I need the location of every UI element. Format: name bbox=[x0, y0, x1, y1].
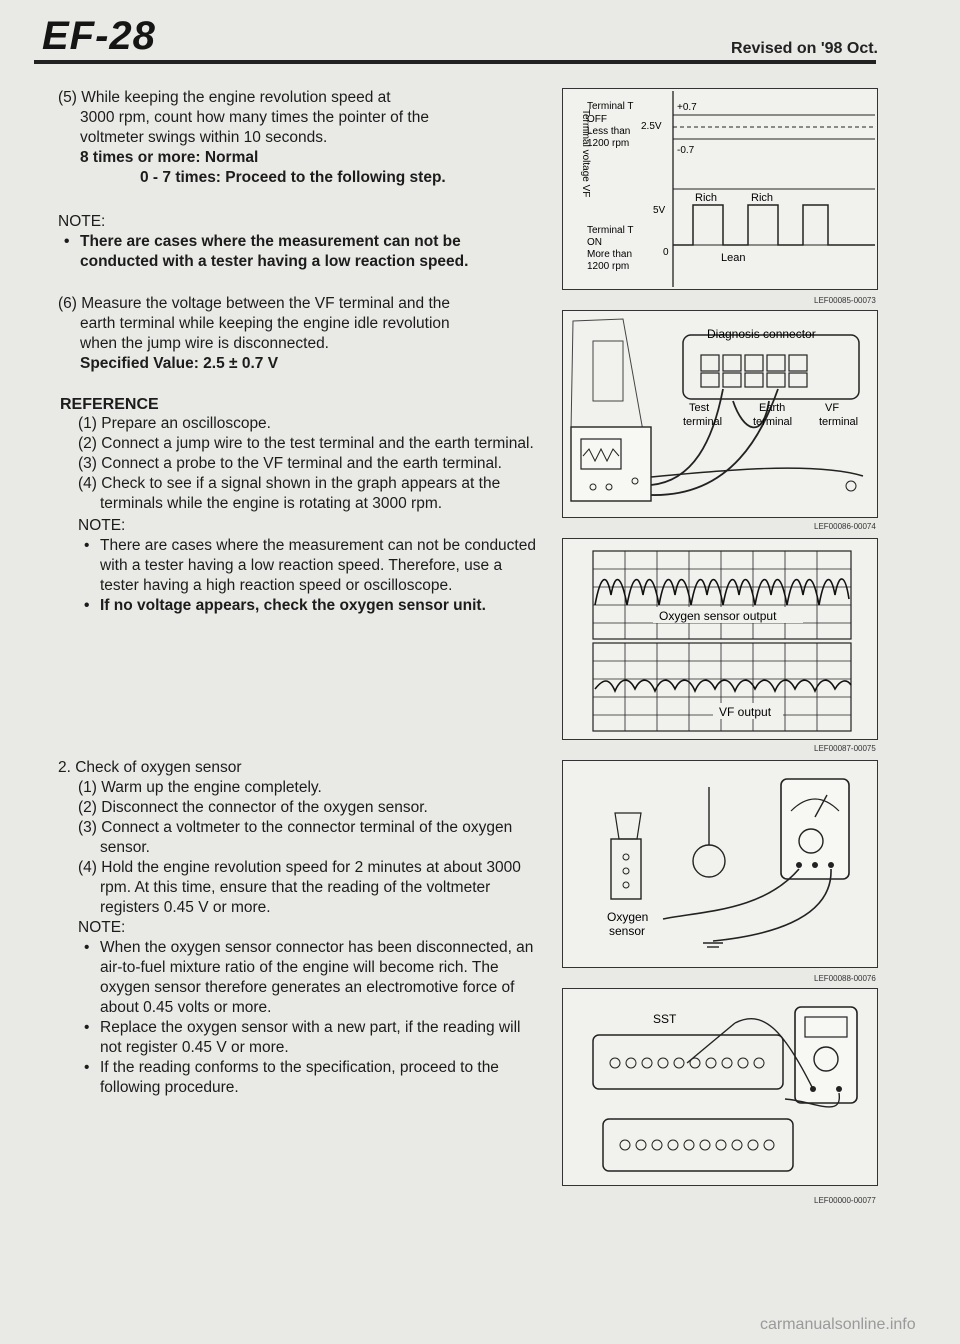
rich-label-2: Rich bbox=[751, 192, 774, 204]
connector-cell bbox=[701, 373, 719, 387]
off-label-1: Terminal T bbox=[587, 101, 634, 112]
oscilloscope-body bbox=[571, 427, 651, 501]
vf-voltage-graph bbox=[563, 89, 877, 289]
note-1-block bbox=[58, 212, 538, 272]
probe-lead-1 bbox=[651, 389, 723, 485]
test-terminal-label-1: Test bbox=[689, 402, 710, 414]
voltage-top-label: 5V bbox=[653, 205, 666, 216]
check-2-note-label: NOTE: bbox=[78, 919, 126, 936]
check-2-steps bbox=[58, 778, 538, 1098]
vf-output-label: VF output bbox=[719, 705, 772, 719]
check-2-step-4: (4) Hold the engine revolution speed for 2 minutes at about 3000 rpm. At this time, ensure that the reading of the voltmeter registers 0.45 V or more. bbox=[78, 859, 521, 916]
connector-cell bbox=[745, 355, 763, 371]
check-2-block bbox=[58, 758, 538, 1098]
reference-note-bullet-1-text: There are cases where the measurement can not be conducted with a tester having a low reaction speed. Therefore, use a tester having a high reaction speed or oscilloscope. bbox=[100, 537, 536, 594]
connector-cell bbox=[767, 355, 785, 371]
sst-label: SST bbox=[653, 1012, 677, 1026]
figure-1-caption: LEF00085-00073 bbox=[814, 296, 876, 305]
oxygen-sensor-label-2: sensor bbox=[609, 924, 646, 938]
step-6-block bbox=[58, 294, 538, 374]
sensor-connector bbox=[693, 845, 725, 877]
lean-label: Lean bbox=[721, 252, 746, 264]
voltage-zero-label: 0 bbox=[663, 247, 669, 258]
y-axis-label: Terminal voltage VF bbox=[580, 109, 591, 198]
diagnosis-connector-label: Diagnosis connector bbox=[707, 327, 816, 341]
off-label-2: OFF bbox=[587, 114, 607, 125]
oxygen-grid-frame bbox=[593, 551, 851, 639]
voltage-minus-label: -0.7 bbox=[677, 145, 695, 156]
vf-output-trace bbox=[595, 680, 851, 691]
step-5-line-1: (5) While keeping the engine revolution speed at bbox=[58, 89, 391, 106]
reference-note-bullet-1: • There are cases where the measurement can not be conducted with a tester having a low reaction speed. Therefore, use a tester having a high reaction speed or oscilloscope. bbox=[84, 537, 536, 594]
waveform-graphs bbox=[563, 539, 877, 739]
connector-cell bbox=[723, 373, 741, 387]
site-watermark: carmanualsonline.info bbox=[760, 1316, 916, 1333]
reference-note-bullet-2: • If no voltage appears, check the oxygen sensor unit. bbox=[84, 597, 486, 614]
on-label-4: 1200 rpm bbox=[587, 261, 630, 272]
tester-jack bbox=[836, 1086, 842, 1092]
step-5-line-3: voltmeter swings within 10 seconds. bbox=[80, 129, 328, 146]
on-label-2: ON bbox=[587, 237, 602, 248]
off-label-3: Less than bbox=[587, 126, 631, 137]
connection-drawing bbox=[563, 311, 877, 517]
reference-step-3: (3) Connect a probe to the VF terminal and the earth terminal. bbox=[78, 455, 502, 472]
note-1-label: NOTE: bbox=[58, 213, 106, 230]
voltage-mid-label: 2.5V bbox=[641, 121, 662, 132]
step-6-line-3: when the jump wire is disconnected. bbox=[80, 335, 329, 352]
check-2-step-2: (2) Disconnect the connector of the oxygen sensor. bbox=[78, 799, 428, 816]
check-2-note-bullet-3-text: If the reading conforms to the specification, proceed to the following procedure. bbox=[100, 1059, 499, 1096]
reference-step-4: (4) Check to see if a signal shown in the graph appears at the terminals while the engine is rotating at 3000 rpm. bbox=[78, 475, 501, 512]
rich-label-1: Rich bbox=[695, 192, 718, 204]
reference-step-1: (1) Prepare an oscilloscope. bbox=[78, 415, 271, 432]
connector-cell bbox=[745, 373, 763, 387]
wire-clip bbox=[846, 481, 856, 491]
check-2-note-bullet-2: • Replace the oxygen sensor with a new part, if the reading will not register 0.45 V or more. bbox=[84, 1019, 521, 1056]
voltmeter-jack bbox=[828, 862, 834, 868]
step-6-spec: Specified Value: 2.5 ± 0.7 V bbox=[80, 355, 279, 372]
figure-2-caption: LEF00086-00074 bbox=[814, 522, 876, 531]
connector-cell bbox=[767, 373, 785, 387]
page-section-code: EF-28 bbox=[42, 14, 156, 58]
figure-sst-connector bbox=[562, 988, 878, 1186]
step-5-result-proceed: 0 - 7 times: Proceed to the following step. bbox=[140, 169, 446, 186]
sensor-port bbox=[623, 868, 629, 874]
sst-drawing bbox=[563, 989, 877, 1185]
voltmeter-jack bbox=[812, 862, 818, 868]
figure-oscilloscope-connection bbox=[562, 310, 878, 518]
on-label-3: More than bbox=[587, 249, 633, 260]
check-2-note-bullet-2-text: Replace the oxygen sensor with a new part, if the reading will not register 0.45 V or more. bbox=[100, 1019, 521, 1056]
off-label-4: 1200 rpm bbox=[587, 138, 630, 149]
sensor-port bbox=[623, 854, 629, 860]
step-6-line-2: earth terminal while keeping the engine idle revolution bbox=[80, 315, 450, 332]
figure-oxygen-sensor-voltmeter bbox=[562, 760, 878, 968]
tester-body bbox=[795, 1007, 857, 1103]
earth-terminal-label-1: Earth bbox=[759, 402, 786, 414]
connector-cell bbox=[723, 355, 741, 371]
test-terminal-label-2: terminal bbox=[683, 416, 723, 428]
header-divider bbox=[34, 60, 876, 64]
meter-lead-1 bbox=[663, 869, 799, 919]
connector-cell bbox=[701, 355, 719, 371]
sensor-cap bbox=[615, 813, 641, 839]
reference-step-2: (2) Connect a jump wire to the test terminal and the earth terminal. bbox=[78, 435, 534, 452]
figure-5-caption: LEF00000-00077 bbox=[814, 1196, 876, 1205]
figure-output-waveforms bbox=[562, 538, 878, 740]
step-5-line-2: 3000 rpm, count how many times the pointer of the bbox=[80, 109, 429, 126]
reference-note-label: NOTE: bbox=[78, 517, 126, 534]
voltage-plus-label: +0.7 bbox=[677, 102, 697, 113]
on-label-1: Terminal T bbox=[587, 225, 634, 236]
note-1-bullet: • There are cases where the measurement can not be conducted with a tester having a low reaction speed. bbox=[64, 233, 469, 270]
check-2-title: 2. Check of oxygen sensor bbox=[58, 759, 242, 776]
step-5-block bbox=[58, 88, 538, 188]
check-2-note-bullet-3: • If the reading conforms to the specification, proceed to the following procedure. bbox=[84, 1059, 499, 1096]
figure-vf-voltage-diagram bbox=[562, 88, 878, 290]
diagnosis-connector-body bbox=[683, 335, 859, 399]
oxygen-output-label: Oxygen sensor output bbox=[659, 609, 777, 623]
oxygen-sensor-body bbox=[611, 839, 641, 899]
reference-title: REFERENCE bbox=[60, 396, 159, 413]
figure-4-caption: LEF00088-00076 bbox=[814, 974, 876, 983]
reference-note-bullet-2-text: If no voltage appears, check the oxygen sensor unit. bbox=[100, 597, 486, 614]
revision-note: Revised on '98 Oct. bbox=[731, 40, 878, 57]
connector-cell bbox=[789, 373, 807, 387]
check-2-note-bullet-1: • When the oxygen sensor connector has been disconnected, an air-to-fuel mixture ratio of the engine will become rich. The oxygen sensor therefore generates an electromotive force of about 0.45 volts or more. bbox=[84, 939, 534, 1016]
lower-connector-pins bbox=[620, 1140, 774, 1150]
oxygen-sensor-label-1: Oxygen bbox=[607, 910, 649, 924]
lower-square-wave bbox=[673, 205, 875, 245]
earth-terminal-label-2: terminal bbox=[753, 416, 793, 428]
sst-probe bbox=[687, 1023, 735, 1063]
connector-cell bbox=[789, 355, 807, 371]
note-1-bullet-text: There are cases where the measurement can not be conducted with a tester having a low reaction speed. bbox=[80, 233, 469, 270]
relay-box bbox=[593, 341, 623, 401]
voltmeter-drawing bbox=[563, 761, 877, 967]
step-6-line-1: (6) Measure the voltage between the VF terminal and the bbox=[58, 295, 451, 312]
vf-terminal-label-1: VF bbox=[825, 402, 840, 414]
check-2-note-bullet-1-text: When the oxygen sensor connector has been disconnected, an air-to-fuel mixture ratio of the engine will become rich. The oxygen sensor therefore generates an electromotive force of about 0.45 volts or more. bbox=[100, 939, 534, 1016]
sensor-port bbox=[623, 882, 629, 888]
vf-terminal-label-2: terminal bbox=[819, 416, 859, 428]
reference-block bbox=[60, 388, 538, 616]
oxygen-grid-lines bbox=[593, 551, 851, 639]
figure-3-caption: LEF00087-00075 bbox=[814, 744, 876, 753]
voltmeter-jack bbox=[796, 862, 802, 868]
oxygen-sensor-output-trace bbox=[595, 579, 849, 605]
step-5-result-normal: 8 times or more: Normal bbox=[80, 149, 259, 166]
check-2-step-3: (3) Connect a voltmeter to the connector terminal of the oxygen sensor. bbox=[78, 819, 513, 856]
check-2-step-1: (1) Warm up the engine completely. bbox=[78, 779, 322, 796]
